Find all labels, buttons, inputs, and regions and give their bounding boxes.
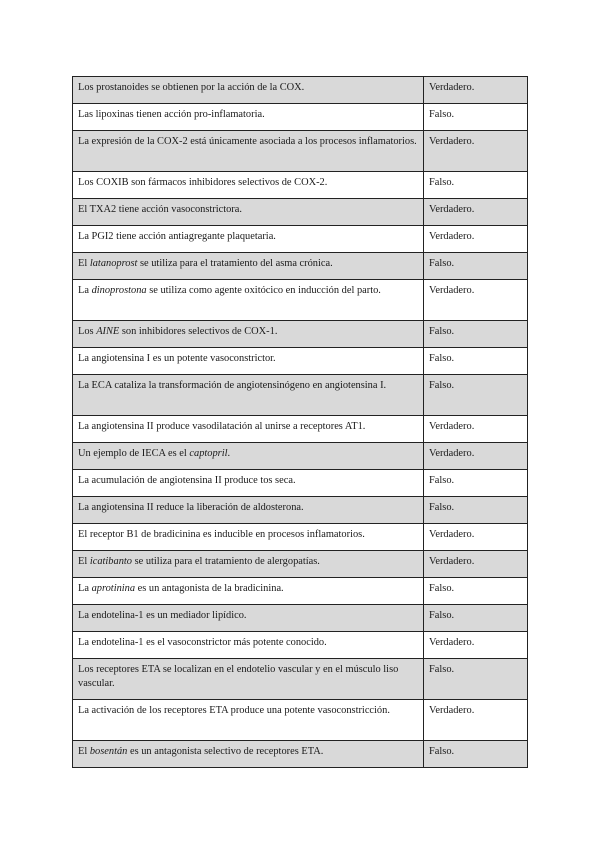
- statement-text: La PGI2 tiene acción antiagregante plaquetaria.: [78, 231, 276, 242]
- statement-text: La activación de los receptores ETA produce una potente vasoconstricción.: [78, 705, 390, 716]
- statement-cell: [73, 659, 424, 700]
- statement-text: es un antagonista selectivo de receptores ETA.: [127, 746, 324, 757]
- table-row: [73, 741, 528, 768]
- table-row: [73, 172, 528, 199]
- statement-text: El receptor B1 de bradicinina es inducible en procesos inflamatorios.: [78, 529, 365, 540]
- table-row: [73, 280, 528, 321]
- statement-cell: [73, 497, 424, 524]
- answer-cell: Verdadero.: [424, 280, 528, 321]
- statement-cell: [73, 605, 424, 632]
- table-row: [73, 524, 528, 551]
- answer-cell: Falso.: [424, 741, 528, 768]
- answer-cell: Falso.: [424, 348, 528, 375]
- statement-cell: [73, 470, 424, 497]
- statement-cell: [73, 578, 424, 605]
- answer-cell: Falso.: [424, 253, 528, 280]
- statement-text: El: [78, 258, 90, 269]
- table-row: [73, 551, 528, 578]
- drug-name: latanoprost: [89, 258, 138, 269]
- statement-cell: [73, 632, 424, 659]
- answer-cell: Verdadero.: [424, 226, 528, 253]
- answer-cell: Falso.: [424, 321, 528, 348]
- statement-text: La angiotensina I es un potente vasoconstrictor.: [78, 353, 276, 364]
- statement-text: El: [78, 746, 90, 757]
- answer-cell: Falso.: [424, 375, 528, 416]
- answer-cell: Verdadero.: [424, 131, 528, 172]
- answer-cell: Verdadero.: [424, 77, 528, 104]
- drug-name: icatibanto: [89, 556, 132, 567]
- statement-cell: [73, 443, 424, 470]
- answer-cell: Falso.: [424, 578, 528, 605]
- answer-cell: Falso.: [424, 605, 528, 632]
- answer-cell: Verdadero.: [424, 443, 528, 470]
- table-row: [73, 253, 528, 280]
- statement-cell: [73, 199, 424, 226]
- statement-text: La angiotensina II produce vasodilatación al unirse a receptores AT1.: [78, 421, 366, 432]
- statement-cell: [73, 226, 424, 253]
- statement-cell: [73, 551, 424, 578]
- statement-cell: [73, 77, 424, 104]
- drug-name: captopril: [189, 448, 228, 459]
- statement-text: son inhibidores selectivos de COX-1.: [119, 326, 278, 337]
- statement-text: Los receptores ETA se localizan en el endotelio vascular y en el músculo liso vascular.: [78, 664, 399, 689]
- table-row: [73, 470, 528, 497]
- drug-name: AINE: [96, 326, 120, 337]
- answer-cell: Verdadero.: [424, 199, 528, 226]
- statement-cell: [73, 172, 424, 199]
- statement-cell: [73, 524, 424, 551]
- answer-cell: Falso.: [424, 470, 528, 497]
- table-row: [73, 321, 528, 348]
- table-row: [73, 700, 528, 741]
- statement-cell: [73, 131, 424, 172]
- true-false-table: [72, 76, 528, 768]
- table-row: [73, 605, 528, 632]
- answer-cell: Verdadero.: [424, 700, 528, 741]
- answer-cell: Verdadero.: [424, 416, 528, 443]
- statement-cell: [73, 375, 424, 416]
- table-row: [73, 497, 528, 524]
- table-row: [73, 348, 528, 375]
- table-row: [73, 77, 528, 104]
- statement-text: .: [227, 448, 231, 459]
- table-row: [73, 104, 528, 131]
- statement-cell: [73, 104, 424, 131]
- statement-text: es un antagonista de la bradicinina.: [135, 583, 284, 594]
- table-row: [73, 578, 528, 605]
- statement-text: Los prostanoides se obtienen por la acción de la COX.: [78, 82, 305, 93]
- answer-cell: Verdadero.: [424, 632, 528, 659]
- answer-cell: Falso.: [424, 659, 528, 700]
- statement-text: La: [78, 285, 92, 296]
- statement-text: El TXA2 tiene acción vasoconstrictora.: [78, 204, 242, 215]
- statement-cell: [73, 280, 424, 321]
- answer-cell: Verdadero.: [424, 524, 528, 551]
- statement-text: se utiliza para el tratamiento de alergopatías.: [131, 556, 320, 567]
- statement-text: Las lipoxinas tienen acción pro-inflamatoria.: [78, 109, 265, 120]
- table-row: [73, 199, 528, 226]
- table-row: [73, 375, 528, 416]
- statement-text: La ECA cataliza la transformación de angiotensinógeno en angiotensina I.: [78, 380, 387, 391]
- statement-text: La expresión de la COX-2 está únicamente asociada a los procesos inflamatorios.: [78, 136, 417, 147]
- statement-text: La endotelina-1 es el vasoconstrictor más potente conocido.: [78, 637, 327, 648]
- answer-cell: Falso.: [424, 497, 528, 524]
- statement-text: La angiotensina II reduce la liberación de aldosterona.: [78, 502, 304, 513]
- statement-cell: [73, 700, 424, 741]
- statement-cell: [73, 416, 424, 443]
- answer-cell: Verdadero.: [424, 551, 528, 578]
- table-row: [73, 226, 528, 253]
- table-row: [73, 632, 528, 659]
- statement-text: El: [78, 556, 90, 567]
- table-row: [73, 416, 528, 443]
- table-row: [73, 131, 528, 172]
- statement-text: Los: [78, 326, 97, 337]
- statement-text: La: [78, 583, 92, 594]
- drug-name: aprotinina: [91, 583, 136, 594]
- table-row: [73, 659, 528, 700]
- statement-text: La endotelina-1 es un mediador lipídico.: [78, 610, 247, 621]
- drug-name: bosentán: [89, 746, 128, 757]
- drug-name: dinoprostona: [91, 285, 147, 296]
- statement-text: Un ejemplo de IECA es el: [78, 448, 190, 459]
- answer-cell: Falso.: [424, 104, 528, 131]
- statement-text: La acumulación de angiotensina II produce tos seca.: [78, 475, 296, 486]
- statement-text: se utiliza para el tratamiento del asma crónica.: [137, 258, 333, 269]
- statement-text: se utiliza como agente oxitócico en inducción del parto.: [146, 285, 381, 296]
- table-body: [73, 77, 528, 768]
- table-row: [73, 443, 528, 470]
- statement-cell: [73, 253, 424, 280]
- statement-cell: [73, 741, 424, 768]
- answer-cell: Falso.: [424, 172, 528, 199]
- statement-text: Los COXIB son fármacos inhibidores selectivos de COX-2.: [78, 177, 328, 188]
- statement-cell: [73, 348, 424, 375]
- statement-cell: [73, 321, 424, 348]
